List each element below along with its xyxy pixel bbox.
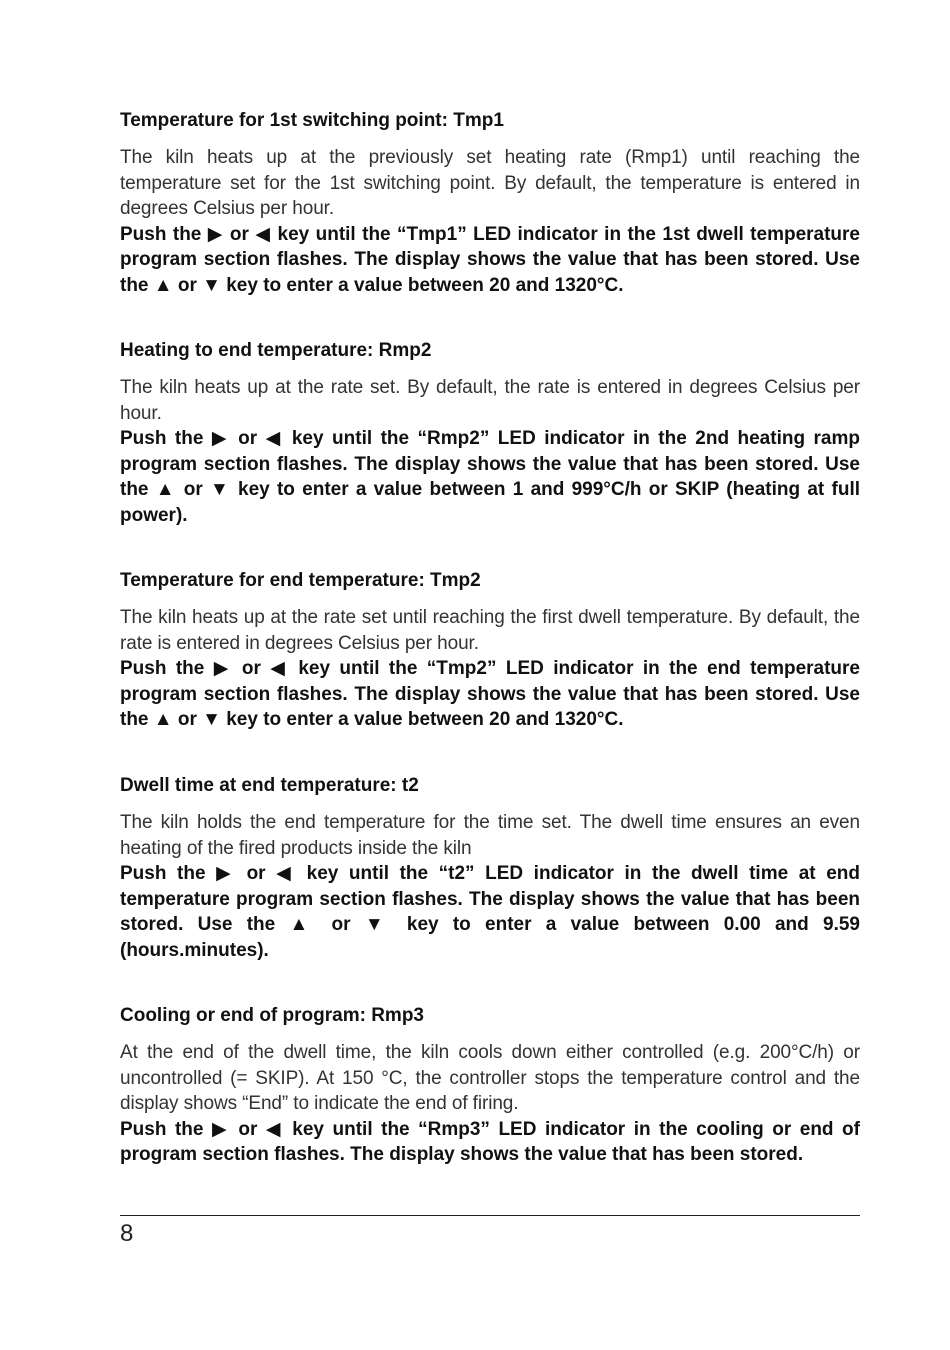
section-heading: Temperature for 1st switching point: Tmp1 bbox=[120, 110, 504, 131]
section-description: The kiln heats up at the rate set until reaching the first dwell temperature. By default, the rate is entered in degrees Celsius per hour. bbox=[120, 607, 860, 654]
section-instruction: Push the ▶ or ◀ key until the “Tmp1” LED indicator in the 1st dwell temperature program section flashes. The display shows the value that has been stored. Use the ▲ or ▼ key to enter a value between 20 and 1320°C. bbox=[120, 223, 860, 296]
section-heading: Dwell time at end temperature: t2 bbox=[120, 775, 419, 796]
section-instruction: Push the ▶ or ◀ key until the “Rmp2” LED indicator in the 2nd heating ramp program section flashes. The display shows the value that has been stored. Use the ▲ or ▼ key to enter a value between 1 and 999°C/h or SKIP (heating at full power). bbox=[120, 428, 860, 526]
section-instruction: Push the ▶ or ◀ key until the “Rmp3” LED indicator in the cooling or end of program section flashes. The display shows the value that has been stored. bbox=[120, 1118, 860, 1165]
section-heading: Cooling or end of program: Rmp3 bbox=[120, 1005, 424, 1026]
section-rmp3 bbox=[120, 1003, 860, 1168]
section-heading: Heating to end temperature: Rmp2 bbox=[120, 340, 432, 361]
footer-divider bbox=[120, 1215, 860, 1216]
section-instruction: Push the ▶ or ◀ key until the “Tmp2” LED indicator in the end temperature program section flashes. The display shows the value that has been stored. Use the ▲ or ▼ key to enter a value between 20 and 1320°C. bbox=[120, 658, 860, 730]
section-t2 bbox=[120, 773, 860, 963]
section-rmp2 bbox=[120, 338, 860, 528]
section-description: The kiln holds the end temperature for the time set. The dwell time ensures an even heating of the fired products inside the kiln bbox=[120, 812, 860, 859]
section-instruction: Push the ▶ or ◀ key until the “t2” LED indicator in the dwell time at end temperature program section flashes. The display shows the value that has been stored. Use the ▲ or ▼ key to enter a value between 0.00 and 9.59 (hours.minutes). bbox=[120, 863, 860, 961]
section-description: The kiln heats up at the rate set. By default, the rate is entered in degrees Celsius per hour. bbox=[120, 377, 860, 424]
section-heading: Temperature for end temperature: Tmp2 bbox=[120, 570, 481, 591]
section-description: At the end of the dwell time, the kiln cools down either controlled (e.g. 200°C/h) or uncontrolled (= SKIP). At 150 °C, the controller stops the temperature control and the display shows “End” to indicate the end of firing. bbox=[120, 1042, 860, 1114]
section-description: The kiln heats up at the previously set heating rate (Rmp1) until reaching the temperature set for the 1st switching point. By default, the temperature is entered in degrees Celsius per hour. bbox=[120, 147, 860, 219]
page-number: 8 bbox=[120, 1220, 134, 1247]
section-tmp1 bbox=[120, 108, 860, 298]
section-tmp2 bbox=[120, 568, 860, 733]
